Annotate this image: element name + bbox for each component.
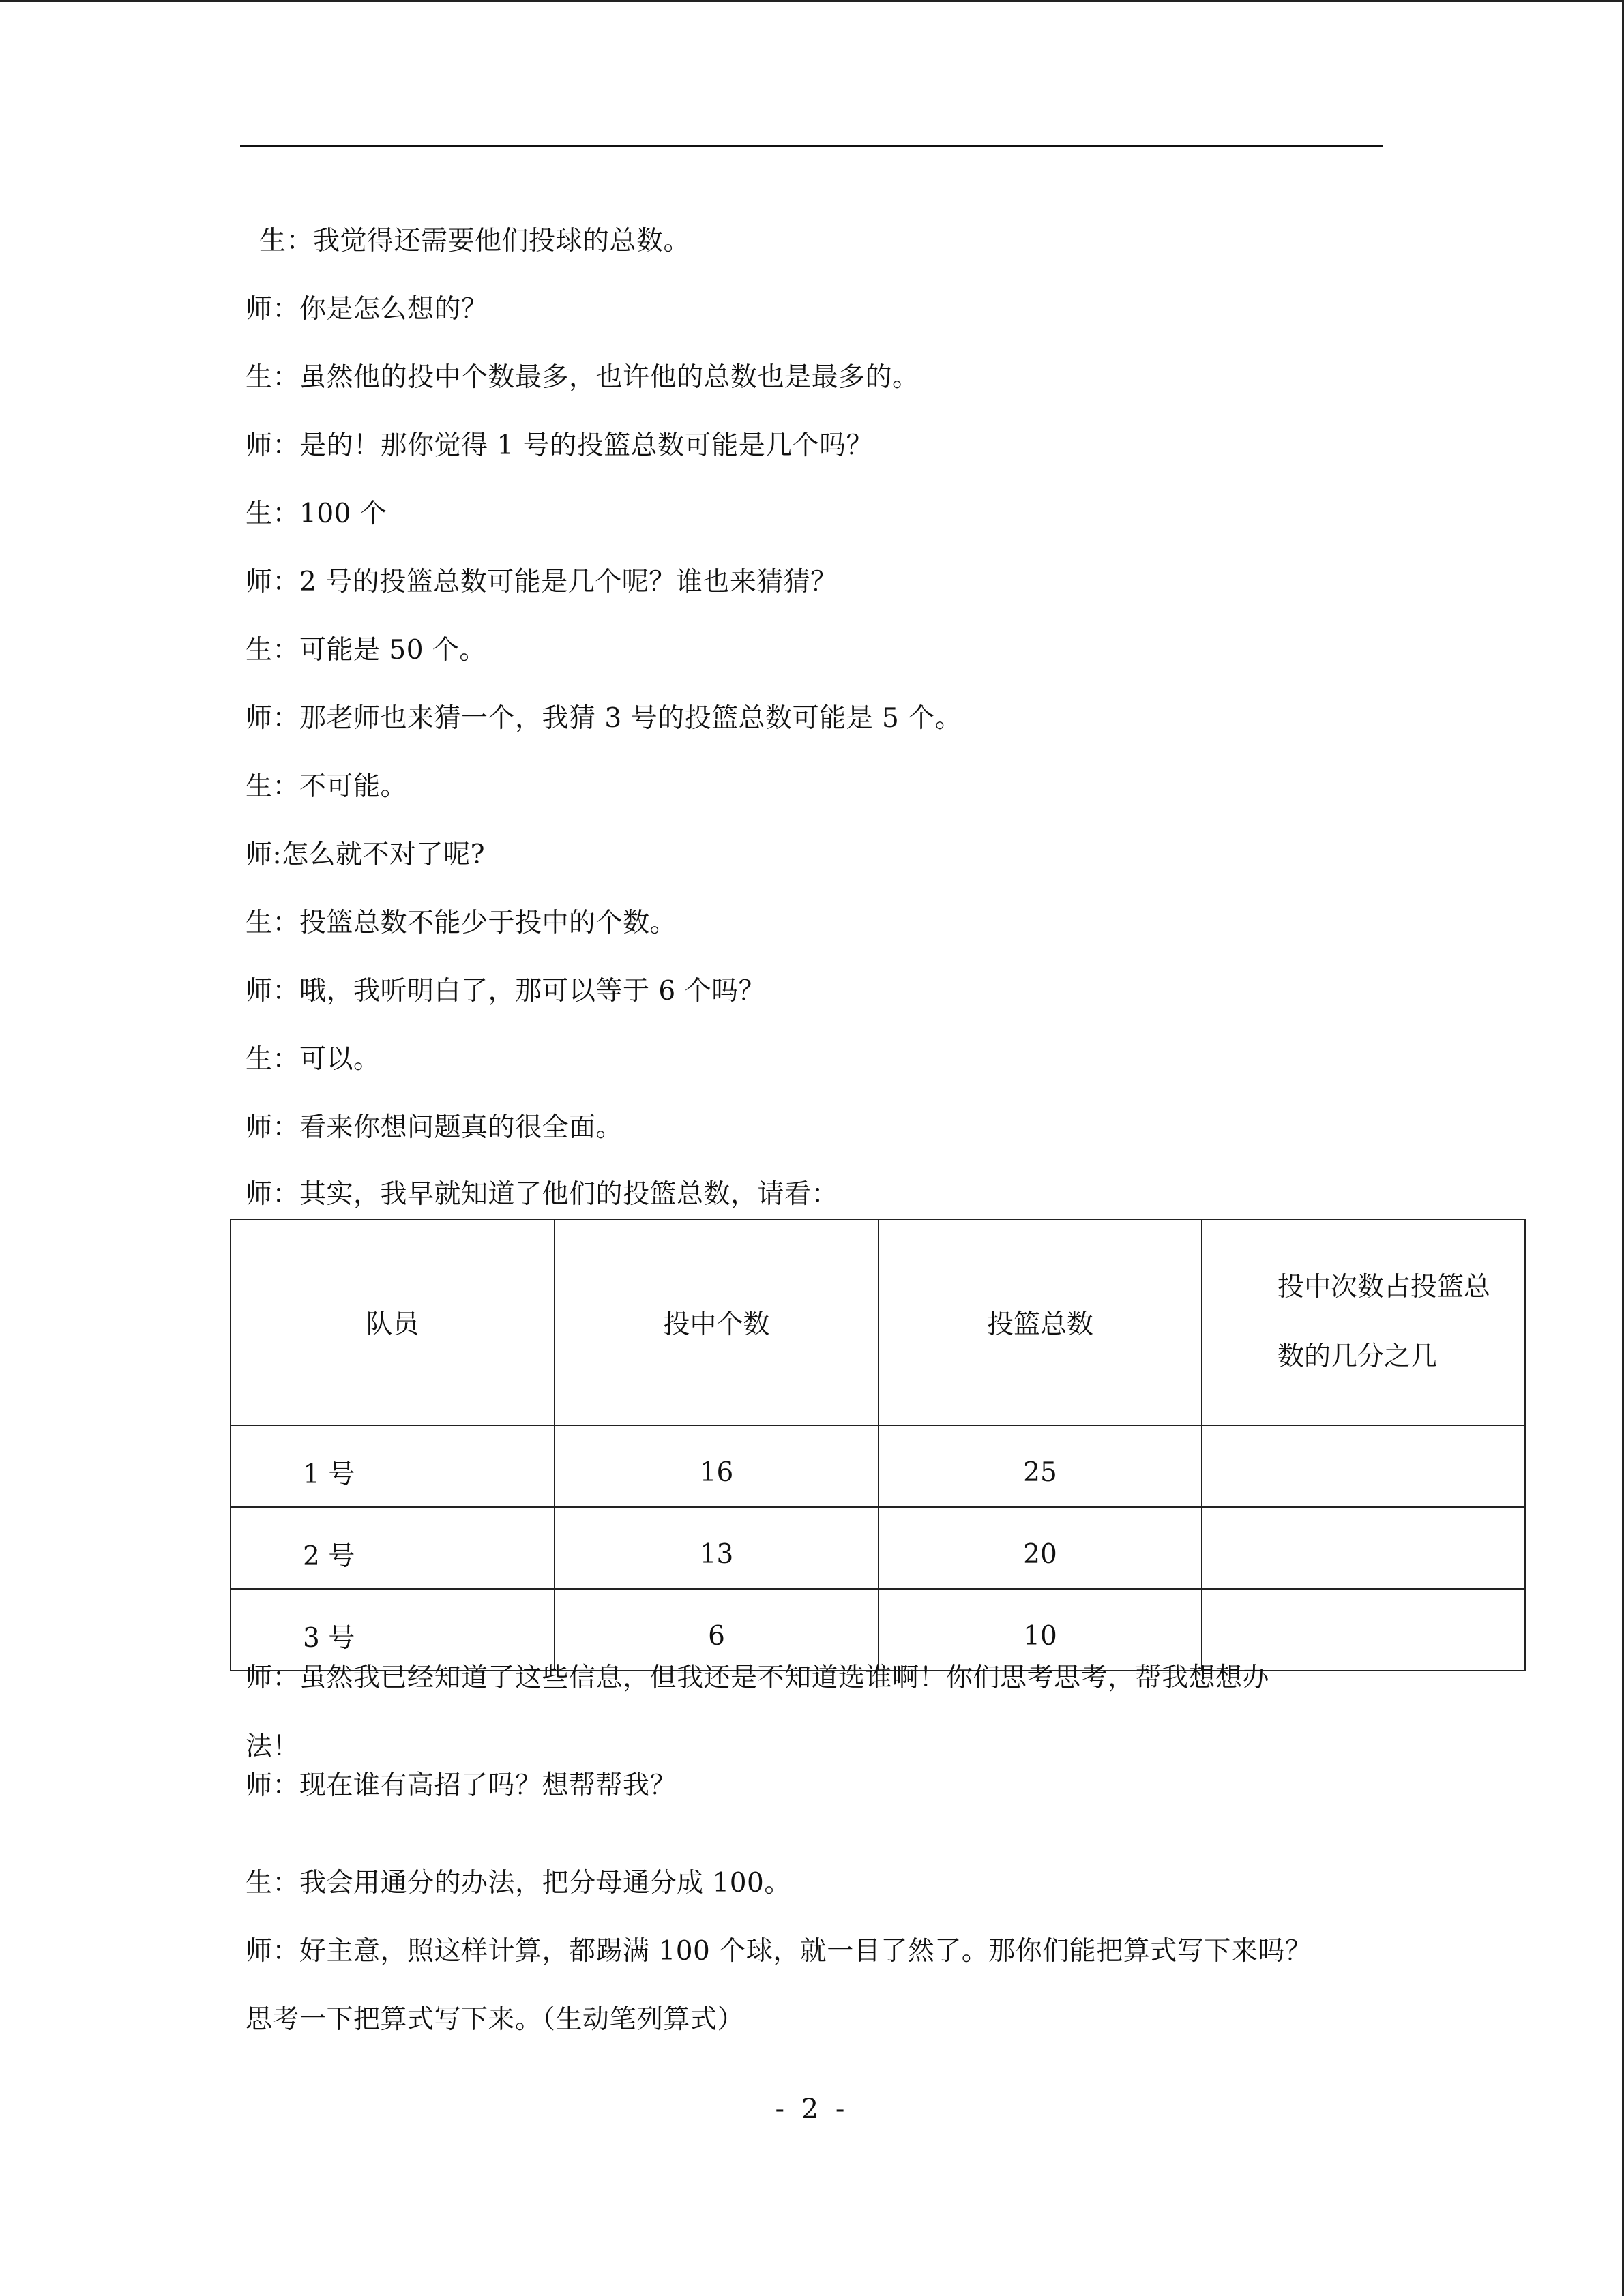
table-row bbox=[231, 1507, 1525, 1589]
dialogue-line: 生：100 个 bbox=[246, 498, 387, 529]
cell-total: 10 bbox=[879, 1589, 1202, 1671]
dialogue-line: 师：虽然我已经知道了这些信息，但我还是不知道选谁啊！你们思考思考，帮我想想办 bbox=[246, 1663, 1270, 1693]
dialogue-line: 生：可以。 bbox=[246, 1044, 381, 1075]
header-rule bbox=[240, 145, 1383, 147]
header-total: 投篮总数 bbox=[879, 1219, 1202, 1425]
dialogue-line: 师：是的！那你觉得 1 号的投篮总数可能是几个吗？ bbox=[246, 430, 874, 461]
cell-made: 13 bbox=[555, 1507, 879, 1589]
dialogue-line: 法！ bbox=[246, 1731, 300, 1762]
header-fraction-line1: 投中次数占投篮总 bbox=[1278, 1272, 1491, 1302]
dialogue-line: 师：那老师也来猜一个，我猜 3 号的投篮总数可能是 5 个。 bbox=[246, 703, 962, 734]
cell-fraction bbox=[1202, 1589, 1525, 1671]
dialogue-line: 生：可能是 50 个。 bbox=[246, 635, 486, 666]
cell-player: 1 号 bbox=[231, 1425, 555, 1507]
dialogue-line: 师:怎么就不对了呢? bbox=[246, 839, 486, 870]
cell-fraction bbox=[1202, 1425, 1525, 1507]
dialogue-line: 师：其实，我早就知道了他们的投篮总数，请看： bbox=[246, 1179, 839, 1210]
cell-total: 25 bbox=[879, 1425, 1202, 1507]
dialogue-line: 师：看来你想问题真的很全面。 bbox=[246, 1112, 623, 1143]
cell-made: 16 bbox=[555, 1425, 879, 1507]
dialogue-line: 师：你是怎么想的？ bbox=[246, 294, 488, 325]
cell-player: 2 号 bbox=[231, 1507, 555, 1589]
header-fraction bbox=[1202, 1219, 1525, 1425]
shooting-stats-table bbox=[230, 1219, 1526, 1671]
dialogue-line: 生：我觉得还需要他们投球的总数。 bbox=[259, 226, 691, 256]
cell-made: 6 bbox=[555, 1589, 879, 1671]
cell-player: 3 号 bbox=[231, 1589, 555, 1671]
dialogue-line: 师：好主意，照这样计算，都踢满 100 个球，就一目了然了。那你们能把算式写下来吗？ bbox=[246, 1936, 1312, 1967]
cell-fraction bbox=[1202, 1507, 1525, 1589]
dialogue-line: 师：现在谁有高招了吗？想帮帮我？ bbox=[246, 1770, 677, 1801]
page-number: - 2 - bbox=[775, 2093, 849, 2125]
dialogue-line: 师：哦，我听明白了，那可以等于 6 个吗？ bbox=[246, 976, 766, 1007]
table-row bbox=[231, 1589, 1525, 1671]
header-made: 投中个数 bbox=[555, 1219, 879, 1425]
dialogue-line: 师：2 号的投篮总数可能是几个呢？谁也来猜猜？ bbox=[246, 567, 838, 597]
dialogue-line: 生：我会用通分的办法，把分母通分成 100。 bbox=[246, 1868, 791, 1898]
dialogue-line: 生：不可能。 bbox=[246, 771, 408, 802]
table-header-row bbox=[231, 1219, 1525, 1425]
dialogue-line: 思考一下把算式写下来。（生动笔列算式） bbox=[246, 2004, 745, 2035]
dialogue-line: 生：投篮总数不能少于投中的个数。 bbox=[246, 908, 677, 938]
header-fraction-line2: 数的几分之几 bbox=[1278, 1341, 1438, 1372]
table-row bbox=[231, 1425, 1525, 1507]
cell-total: 20 bbox=[879, 1507, 1202, 1589]
dialogue-line: 生：虽然他的投中个数最多，也许他的总数也是最多的。 bbox=[246, 362, 919, 393]
header-player: 队员 bbox=[231, 1219, 555, 1425]
